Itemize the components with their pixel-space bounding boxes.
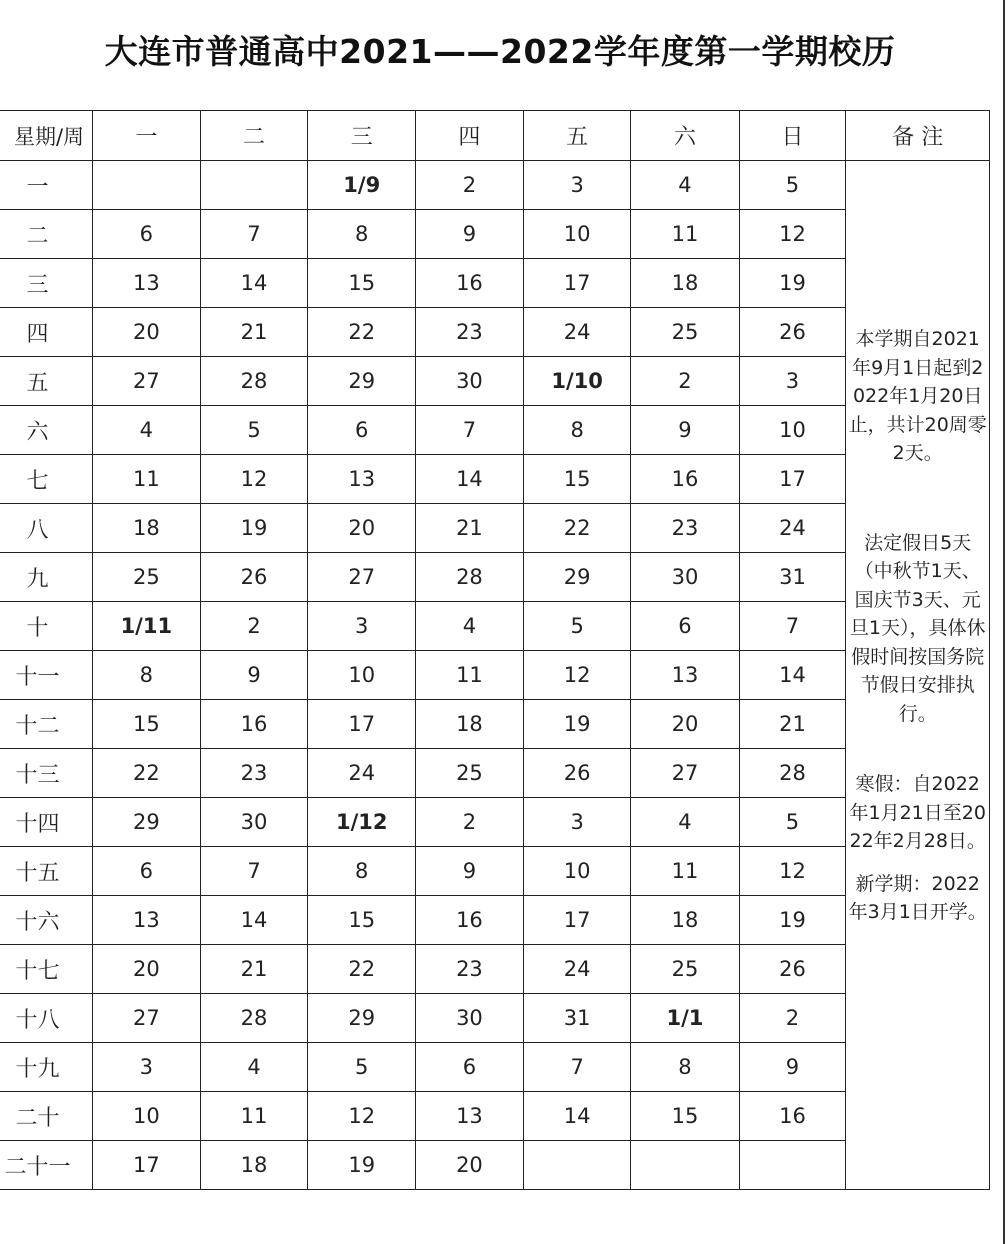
day-cell: 13 xyxy=(308,455,416,504)
day-cell: 4 xyxy=(416,602,524,651)
notes-cell xyxy=(846,161,990,1190)
day-cell: 19 xyxy=(200,504,308,553)
day-cell: 24 xyxy=(523,308,631,357)
day-cell: 3 xyxy=(739,357,846,406)
week-row xyxy=(0,210,990,259)
header-corner: 星期/周 xyxy=(0,111,93,161)
day-cell: 7 xyxy=(416,406,524,455)
day-cell: 17 xyxy=(739,455,846,504)
day-cell xyxy=(631,1141,739,1190)
day-cell: 29 xyxy=(523,553,631,602)
day-cell: 5 xyxy=(739,161,846,210)
week-row xyxy=(0,504,990,553)
header-notes: 备 注 xyxy=(846,111,990,161)
day-cell: 21 xyxy=(200,945,308,994)
day-cell: 21 xyxy=(739,700,846,749)
day-cell: 12 xyxy=(200,455,308,504)
day-cell: 13 xyxy=(93,259,201,308)
week-row xyxy=(0,945,990,994)
day-cell: 23 xyxy=(416,945,524,994)
header-day: 五 xyxy=(523,111,631,161)
day-cell: 22 xyxy=(93,749,201,798)
day-cell: 28 xyxy=(200,357,308,406)
week-row xyxy=(0,700,990,749)
day-cell: 30 xyxy=(416,357,524,406)
header-day: 日 xyxy=(739,111,846,161)
week-label: 一 xyxy=(0,161,93,210)
day-cell: 8 xyxy=(631,1043,739,1092)
week-row xyxy=(0,357,990,406)
day-cell xyxy=(200,161,308,210)
day-cell: 26 xyxy=(739,945,846,994)
day-cell: 6 xyxy=(308,406,416,455)
week-row xyxy=(0,308,990,357)
day-cell: 15 xyxy=(308,896,416,945)
week-label: 四 xyxy=(0,308,93,357)
day-cell: 12 xyxy=(308,1092,416,1141)
day-cell: 2 xyxy=(631,357,739,406)
day-cell: 13 xyxy=(631,651,739,700)
day-cell: 20 xyxy=(631,700,739,749)
week-label: 十四 xyxy=(0,798,93,847)
day-cell: 9 xyxy=(200,651,308,700)
day-cell: 9 xyxy=(416,210,524,259)
day-cell: 20 xyxy=(93,945,201,994)
week-row xyxy=(0,749,990,798)
school-calendar-table xyxy=(0,110,990,1190)
day-cell xyxy=(523,1141,631,1190)
week-row xyxy=(0,1043,990,1092)
day-cell: 9 xyxy=(416,847,524,896)
day-cell: 3 xyxy=(523,161,631,210)
week-label: 二 xyxy=(0,210,93,259)
day-cell: 26 xyxy=(200,553,308,602)
day-cell: 26 xyxy=(739,308,846,357)
day-cell: 3 xyxy=(93,1043,201,1092)
day-cell: 14 xyxy=(200,259,308,308)
header-row xyxy=(0,111,990,161)
day-cell: 3 xyxy=(523,798,631,847)
day-cell: 22 xyxy=(308,945,416,994)
day-cell: 14 xyxy=(523,1092,631,1141)
day-cell: 23 xyxy=(200,749,308,798)
day-cell: 19 xyxy=(523,700,631,749)
week-label: 八 xyxy=(0,504,93,553)
day-cell: 6 xyxy=(93,210,201,259)
note-holidays: 法定假日5天（中秋节1天、国庆节3天、元旦1天），具体休假时间按国务院节假日安排执行。 xyxy=(849,531,986,725)
day-cell: 20 xyxy=(93,308,201,357)
day-cell: 7 xyxy=(200,847,308,896)
week-label: 十一 xyxy=(0,651,93,700)
day-cell: 6 xyxy=(631,602,739,651)
week-label: 十六 xyxy=(0,896,93,945)
day-cell: 10 xyxy=(739,406,846,455)
day-cell: 20 xyxy=(416,1141,524,1190)
day-cell: 25 xyxy=(631,945,739,994)
day-cell: 11 xyxy=(416,651,524,700)
day-cell: 31 xyxy=(523,994,631,1043)
day-cell: 21 xyxy=(416,504,524,553)
day-cell: 19 xyxy=(308,1141,416,1190)
week-row xyxy=(0,259,990,308)
day-cell: 15 xyxy=(523,455,631,504)
day-cell: 30 xyxy=(200,798,308,847)
day-cell: 10 xyxy=(523,847,631,896)
note-term: 本学期自2021年9月1日起到2022年1月20日止，共计20周零2天。 xyxy=(848,328,987,464)
day-cell: 9 xyxy=(739,1043,846,1092)
day-cell: 14 xyxy=(739,651,846,700)
day-cell xyxy=(739,1141,846,1190)
day-cell: 29 xyxy=(93,798,201,847)
day-cell: 27 xyxy=(93,994,201,1043)
day-cell: 10 xyxy=(93,1092,201,1141)
day-cell: 1/11 xyxy=(93,602,201,651)
day-cell: 6 xyxy=(416,1043,524,1092)
day-cell: 8 xyxy=(93,651,201,700)
note-winter-break: 寒假：自2022年1月21日至2022年2月28日。 xyxy=(849,773,986,852)
day-cell: 5 xyxy=(739,798,846,847)
day-cell: 17 xyxy=(308,700,416,749)
day-cell: 17 xyxy=(523,259,631,308)
week-row xyxy=(0,455,990,504)
day-cell: 4 xyxy=(631,798,739,847)
day-cell: 4 xyxy=(93,406,201,455)
day-cell: 23 xyxy=(631,504,739,553)
day-cell: 18 xyxy=(93,504,201,553)
day-cell: 29 xyxy=(308,357,416,406)
day-cell: 14 xyxy=(416,455,524,504)
week-label: 九 xyxy=(0,553,93,602)
day-cell: 7 xyxy=(523,1043,631,1092)
week-row xyxy=(0,553,990,602)
day-cell: 5 xyxy=(523,602,631,651)
day-cell: 15 xyxy=(308,259,416,308)
day-cell: 24 xyxy=(739,504,846,553)
week-label: 六 xyxy=(0,406,93,455)
day-cell: 21 xyxy=(200,308,308,357)
header-day: 四 xyxy=(416,111,524,161)
day-cell: 16 xyxy=(739,1092,846,1141)
day-cell: 10 xyxy=(523,210,631,259)
header-day: 六 xyxy=(631,111,739,161)
page-edge xyxy=(1003,0,1005,1244)
week-label: 二十一 xyxy=(0,1141,93,1190)
week-row xyxy=(0,406,990,455)
day-cell: 11 xyxy=(631,847,739,896)
day-cell: 5 xyxy=(200,406,308,455)
day-cell: 20 xyxy=(308,504,416,553)
day-cell: 16 xyxy=(200,700,308,749)
week-label: 三 xyxy=(0,259,93,308)
day-cell: 25 xyxy=(416,749,524,798)
week-label: 十二 xyxy=(0,700,93,749)
week-label: 十五 xyxy=(0,847,93,896)
day-cell: 28 xyxy=(200,994,308,1043)
header-day: 一 xyxy=(93,111,201,161)
day-cell: 8 xyxy=(308,210,416,259)
day-cell: 1/9 xyxy=(308,161,416,210)
page-title: 大连市普通高中2021——2022学年度第一学期校历 xyxy=(104,32,896,71)
day-cell: 24 xyxy=(308,749,416,798)
day-cell: 1/12 xyxy=(308,798,416,847)
calendar-body xyxy=(0,161,990,1190)
day-cell: 27 xyxy=(631,749,739,798)
week-label: 十九 xyxy=(0,1043,93,1092)
day-cell: 9 xyxy=(631,406,739,455)
day-cell: 18 xyxy=(416,700,524,749)
header-day: 二 xyxy=(200,111,308,161)
day-cell: 27 xyxy=(93,357,201,406)
day-cell: 29 xyxy=(308,994,416,1043)
week-row xyxy=(0,1141,990,1190)
day-cell: 22 xyxy=(523,504,631,553)
day-cell: 6 xyxy=(93,847,201,896)
day-cell: 5 xyxy=(308,1043,416,1092)
day-cell: 30 xyxy=(416,994,524,1043)
week-row xyxy=(0,994,990,1043)
day-cell: 2 xyxy=(200,602,308,651)
day-cell xyxy=(93,161,201,210)
week-row xyxy=(0,798,990,847)
day-cell: 7 xyxy=(200,210,308,259)
header-day: 三 xyxy=(308,111,416,161)
day-cell: 4 xyxy=(631,161,739,210)
day-cell: 18 xyxy=(200,1141,308,1190)
week-label: 十三 xyxy=(0,749,93,798)
week-row xyxy=(0,651,990,700)
day-cell: 23 xyxy=(416,308,524,357)
week-row xyxy=(0,602,990,651)
day-cell: 12 xyxy=(523,651,631,700)
note-new-term: 新学期：2022年3月1日开学。 xyxy=(848,872,987,923)
day-cell: 27 xyxy=(308,553,416,602)
day-cell: 2 xyxy=(416,798,524,847)
week-row xyxy=(0,896,990,945)
day-cell: 8 xyxy=(308,847,416,896)
week-label: 十七 xyxy=(0,945,93,994)
day-cell: 16 xyxy=(631,455,739,504)
day-cell: 4 xyxy=(200,1043,308,1092)
day-cell: 1/1 xyxy=(631,994,739,1043)
day-cell: 17 xyxy=(93,1141,201,1190)
week-row xyxy=(0,161,990,210)
day-cell: 16 xyxy=(416,259,524,308)
day-cell: 25 xyxy=(93,553,201,602)
day-cell: 11 xyxy=(200,1092,308,1141)
day-cell: 7 xyxy=(739,602,846,651)
week-row xyxy=(0,1092,990,1141)
day-cell: 13 xyxy=(93,896,201,945)
day-cell: 12 xyxy=(739,210,846,259)
day-cell: 12 xyxy=(739,847,846,896)
week-label: 二十 xyxy=(0,1092,93,1141)
day-cell: 19 xyxy=(739,896,846,945)
day-cell: 15 xyxy=(631,1092,739,1141)
day-cell: 22 xyxy=(308,308,416,357)
day-cell: 14 xyxy=(200,896,308,945)
day-cell: 30 xyxy=(631,553,739,602)
day-cell: 11 xyxy=(631,210,739,259)
week-label: 十 xyxy=(0,602,93,651)
day-cell: 2 xyxy=(739,994,846,1043)
day-cell: 3 xyxy=(308,602,416,651)
day-cell: 16 xyxy=(416,896,524,945)
day-cell: 26 xyxy=(523,749,631,798)
day-cell: 10 xyxy=(308,651,416,700)
day-cell: 24 xyxy=(523,945,631,994)
day-cell: 2 xyxy=(416,161,524,210)
day-cell: 1/10 xyxy=(523,357,631,406)
day-cell: 15 xyxy=(93,700,201,749)
day-cell: 8 xyxy=(523,406,631,455)
day-cell: 13 xyxy=(416,1092,524,1141)
day-cell: 18 xyxy=(631,896,739,945)
week-label: 十八 xyxy=(0,994,93,1043)
day-cell: 25 xyxy=(631,308,739,357)
day-cell: 17 xyxy=(523,896,631,945)
week-label: 五 xyxy=(0,357,93,406)
day-cell: 28 xyxy=(739,749,846,798)
day-cell: 18 xyxy=(631,259,739,308)
day-cell: 28 xyxy=(416,553,524,602)
day-cell: 11 xyxy=(93,455,201,504)
day-cell: 31 xyxy=(739,553,846,602)
week-label: 七 xyxy=(0,455,93,504)
day-cell: 19 xyxy=(739,259,846,308)
week-row xyxy=(0,847,990,896)
